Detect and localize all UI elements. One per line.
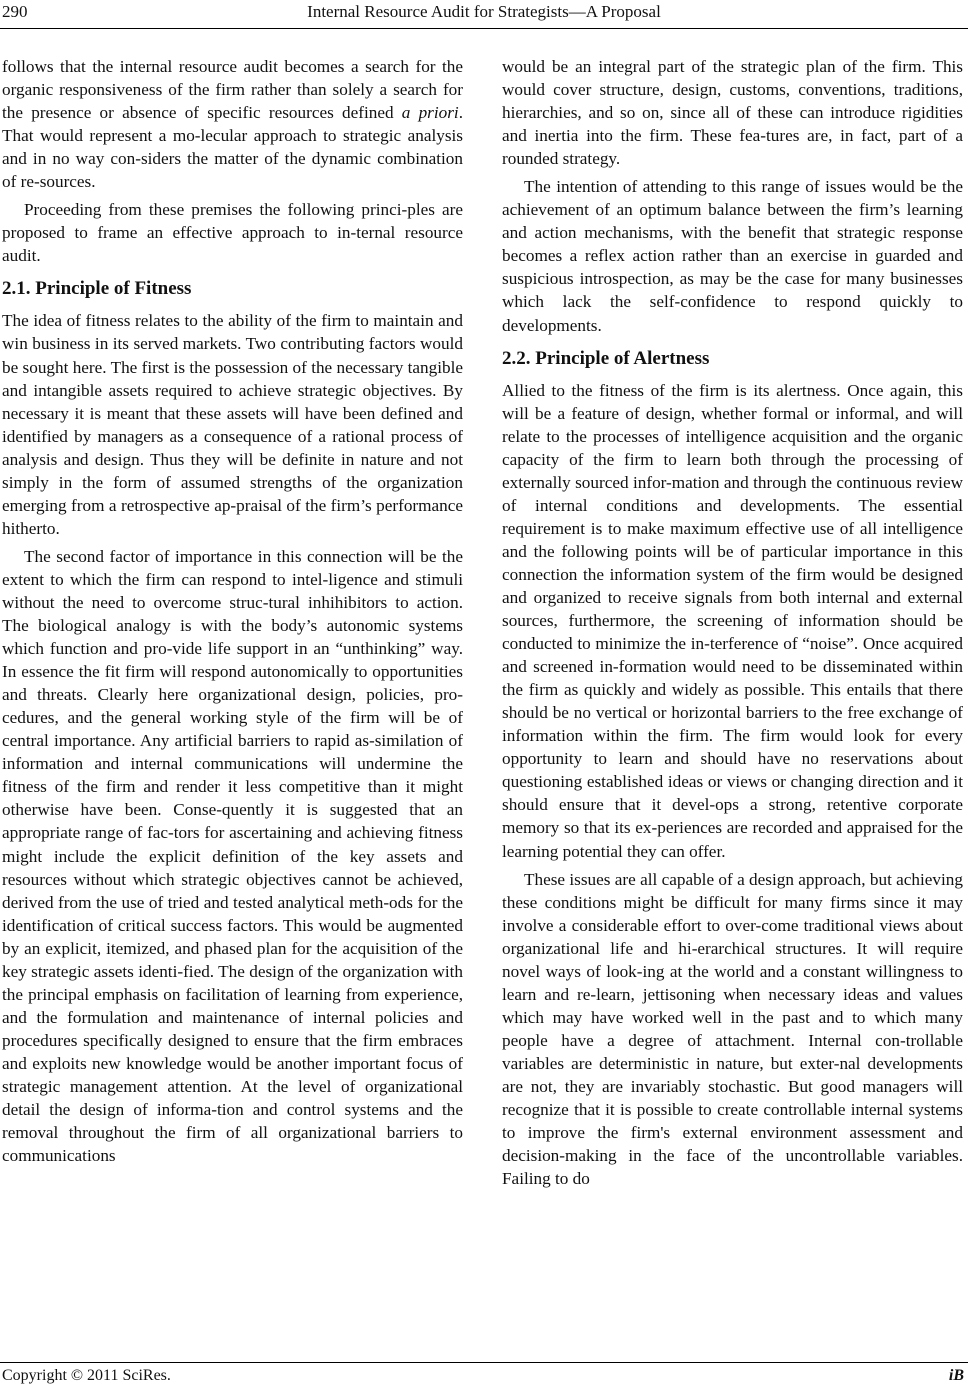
running-title: Internal Resource Audit for Strategists—A Proposal (307, 2, 661, 21)
right-column (502, 55, 963, 1195)
section-heading: 2.1. Principle of Fitness (2, 278, 192, 300)
page-footer (0, 1362, 968, 1387)
paragraph (2, 55, 463, 193)
paragraph: would be an integral part of the strategic plan of the firm. This would cover structure, design, customs, conventions, traditions, hierarchies, and so on, since all of these can introduce rigidities and inertia into the firm. These fea-tures are, in fact, part of a rounded strategy. (502, 57, 963, 169)
copyright-notice: Copyright © 2011 SciRes. (2, 1367, 171, 1384)
section-heading: 2.2. Principle of Alertness (502, 347, 710, 369)
paragraph: The idea of fitness relates to the ability of the firm to maintain and win business in its served markets. Two contributing factors would be sought here. The first is the possession of the necessary tangible and intangible assets required to achieve strategic objectives. By necessary it is meant that these assets will have been defined and identified by managers as a consequence of a rational process of analysis and design. Thus they will be definite in nature and not simply in the form of assumed strengths of the organization emerging from a retrospective ap-praisal of the firm’s performance hitherto. (2, 311, 463, 538)
left-column (2, 55, 463, 1172)
page-header (0, 0, 968, 29)
paragraph: The second factor of importance in this connection will be the extent to which the firm can respond to intel-ligence and stimuli without the need to overcome struc-tural inhihibitors to action. The biological analogy is with the body’s autonomic systems which function and pro-vide life support in an “unthinking” way. In essence the fit firm will respond autonomically to opportunities and threats. Clearly here organizational design, policies, pro-cedures, and the general working style of the firm will be of central importance. Any artificial barriers to rapid as-similation of information and internal communications will undermine the fitness of the firm and render it less competitive than it might otherwise have been. Conse-quently it is suggested that an appropriate range of fac-tors for ascertaining and achieving fitness might include the explicit definition of the key assets and resources without which strategic objectives cannot be achieved, derived from the use of tried and tested analytical meth-ods for the identification of critical success factors. This would be augmented by an explicit, itemized, and phased plan for the acquisition of the key strategic assets identi-fied. The design of the organization with the principal emphasis on facilitation of learning from experience, and the formulation and maintenance of internal policies and procedures specifically designed to ensure that the firm embraces and exploits new knowledge would be another important focus of strategic management attention. At the level of organizational detail the design of informa-tion and control systems and the removal throughout the firm of all organizational barriers to communications (2, 546, 463, 1166)
journal-abbreviation: iB (948, 1367, 964, 1384)
paragraph: Allied to the fitness of the firm is its alertness. Once again, this will be a feature of design, whether formal or informal, and will relate to the processes of intelligence acquisition and the organic capacity of the firm to learn both through the processing of externally sourced infor-mation and through the continuous review of internal conditions and developments. The essential requirement is to make maximum effective use of all intelligence and the following points will be of particular importance in this connection the information system of the firm would be designed and organized to receive signals from both internal and external sources, furthermore, the screening of information should be conducted to minimize the in-terference of “noise”. Once acquired and screened in-formation would need to be disseminated within the firm as quickly and widely as possible. This entails that there should be no vertical or horizontal barriers to the free exchange of information within the firm. The firm would look for every opportunity to learn and should have no reservations about questioning established ideas or views or changing direction and it should ensure that it devel-ops a strong, retentive corporate memory so that its ex-periences are recorded and appraised for the learning potential they can offer. (502, 380, 963, 861)
paragraph: Proceeding from these premises the following princi-ples are proposed to frame an effective approach to in-ternal resource audit. (2, 200, 463, 266)
paragraph-text: . That would represent a mo-lecular approach to strategic analysis and in no way con-siders the matter of the dynamic combination of re-sources. (2, 103, 463, 192)
italic-term: a priori (401, 103, 459, 123)
paragraph: The intention of attending to this range of issues would be the achievement of an optimum balance between the firm’s learning and action mechanisms, with the benefit that strategic response becomes a reflex action rather than an exercise in guarded and suspicious introspection, as may be the case for many businesses which lack the self-confidence to respond quickly to developments. (502, 177, 963, 335)
page-number: 290 (2, 2, 28, 21)
paragraph: These issues are all capable of a design approach, but achieving these conditions might be difficult for many firms since it may involve a considerable effort to over-come traditional views about organizational life and hi-erarchical structures. It will require novel ways of look-ing at the world and a constant willingness to learn and re-learn, jettisoning when necessary ideas and values which may have worked well in the past and to which many people have a degree of attachment. Internal con-trollable variables are deterministic in nature, but exter-nal developments are not, they are invariably stochastic. But good managers will recognize that it is possible to create controllable internal systems to improve the firm's external environment assessment and decision-making in the face of the uncontrollable variables. Failing to do (502, 869, 963, 1189)
paragraph-text: follows that the internal resource audit becomes a search for the organic responsiveness of the firm rather than solely a search for the presence or absence of specific resources defined (2, 57, 463, 123)
